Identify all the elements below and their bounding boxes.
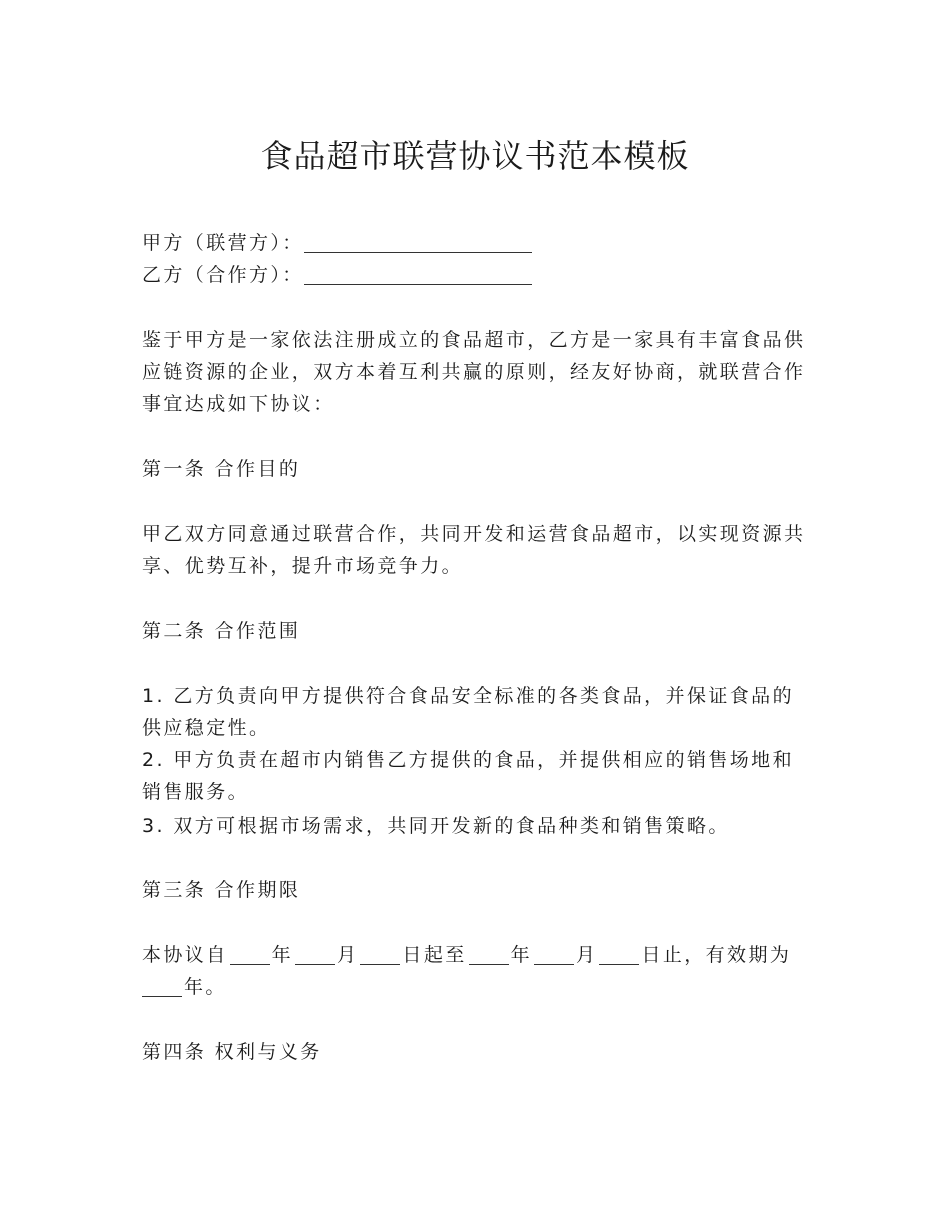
month-label: 月 [337, 944, 359, 966]
article-1-heading: 第一条 合作目的 [142, 458, 301, 480]
year-label-2: 年 [510, 944, 533, 966]
party-a-line [142, 227, 810, 259]
party-b-label: 乙方（合作方）： [142, 264, 304, 286]
until-label: 日起至 [402, 944, 467, 966]
article-4-heading: 第四条 权利与义务 [142, 1041, 322, 1063]
end-month-blank[interactable] [534, 942, 574, 965]
end-year-blank[interactable] [469, 942, 509, 965]
article-3-text-line-2 [142, 971, 810, 1003]
end-day-blank[interactable] [599, 942, 639, 965]
party-a-blank[interactable] [304, 230, 532, 253]
article-2-item-1: 1. 乙方负责向甲方提供符合食品安全标准的各类食品，并保证食品的供应稳定性。 [142, 685, 794, 739]
start-year-blank[interactable] [230, 942, 270, 965]
year-label: 年 [271, 944, 294, 966]
start-month-blank[interactable] [295, 942, 335, 965]
validity-label: 日止，有效期为 [641, 944, 792, 966]
article-2-heading: 第二条 合作范围 [142, 620, 301, 642]
article-2-item-3: 3. 双方可根据市场需求，共同开发新的食品种类和销售策略。 [142, 815, 730, 837]
article-3-text-line-1 [142, 939, 810, 971]
article-1-text: 甲乙双方同意通过联营合作，共同开发和运营食品超市，以实现资源共享、优势互补，提升市场竞争力。 [142, 523, 806, 577]
party-a-label: 甲方（联营方）： [142, 232, 304, 254]
month-label-2: 月 [576, 944, 598, 966]
article-2-item-2: 2. 甲方负责在超市内销售乙方提供的食品，并提供相应的销售场地和销售服务。 [142, 749, 794, 803]
preamble-paragraph: 鉴于甲方是一家依法注册成立的食品超市，乙方是一家具有丰富食品供应链资源的企业，双方本着互利共赢的原则，经友好协商，就联营合作事宜达成如下协议： [142, 329, 806, 415]
term-from-label: 本协议自 [142, 944, 228, 966]
years-period-label: 年。 [184, 976, 227, 998]
party-b-line [142, 259, 810, 291]
party-b-blank[interactable] [304, 262, 532, 285]
validity-years-blank[interactable] [142, 974, 182, 997]
start-day-blank[interactable] [360, 942, 400, 965]
document-title: 食品超市联营协议书范本模板 [260, 137, 690, 175]
article-3-heading: 第三条 合作期限 [142, 879, 301, 901]
